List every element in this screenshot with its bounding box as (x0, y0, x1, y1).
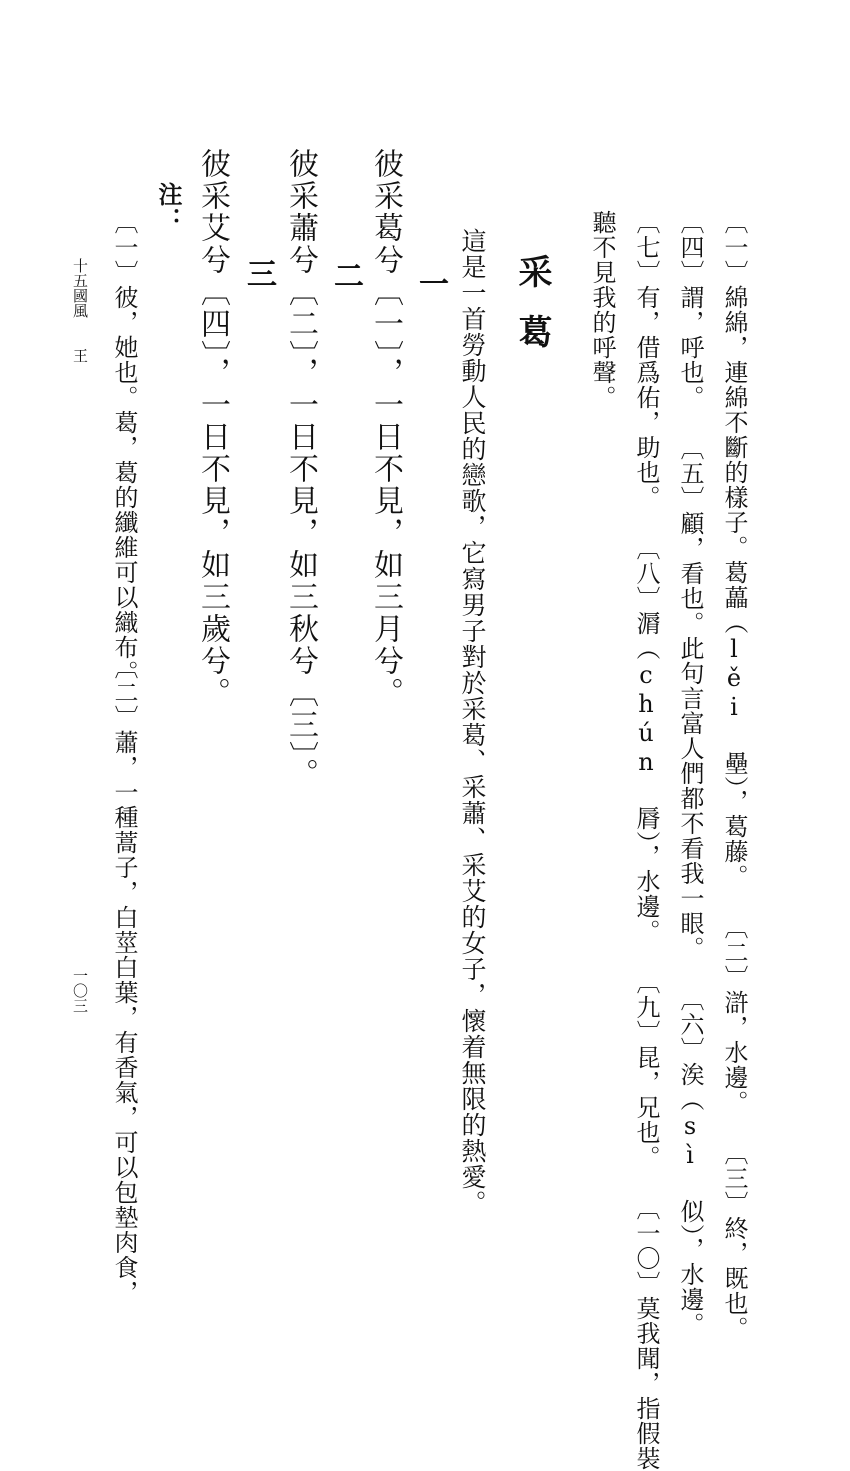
note-line-1 (722, 210, 746, 1341)
note-text: 〔四〕謂，呼也。 (676, 210, 704, 410)
stanza-number-1: 一 (413, 268, 448, 298)
note-text: 〔五〕顧，看也。此句言富人們都不看我一眼。 (676, 436, 704, 961)
stanza-line-3: 彼采艾兮〔四〕，一日不見，如三歲兮。 (195, 148, 230, 709)
note-2: 〔二〕蕭，一種蒿子，白莖白葉，有香氣，可以包墊肉食， (110, 655, 138, 1305)
stanza-number-2: 二 (328, 260, 363, 290)
notes-label: 注： (154, 182, 183, 232)
note-text: 〔一〇〕莫我聞，指假裝 (632, 1196, 660, 1471)
stanza-line-2: 彼采蕭兮〔二〕，一日不見，如三秋兮〔三〕。 (283, 148, 318, 790)
note-line-2 (678, 210, 702, 1337)
section-footer: 十五國風 王 (71, 258, 89, 363)
note-text: 〔二〕滸，水邊。 (720, 915, 748, 1115)
stanza-number-3: 三 (241, 258, 276, 288)
note-text: 〔一〕綿綿，連綿不斷的樣子。葛藟（lěi 壘），葛藤。 (720, 210, 748, 889)
note-1: 〔一〕彼，她也。葛，葛的纖維可以織布。 (110, 210, 138, 685)
note-text: 〔九〕昆，兄也。 (632, 970, 660, 1170)
note-line-3 (634, 210, 658, 1471)
note-text: 〔六〕涘（sì 似），水邊。 (676, 987, 704, 1337)
poem-title: 采葛 (512, 254, 552, 374)
stanza-line-1: 彼采葛兮〔一〕，一日不見，如三月兮。 (368, 148, 403, 709)
page-number: 一〇三 (71, 968, 89, 1013)
note-text: 〔七〕有，借爲佑，助也。 (632, 210, 660, 510)
note-text: 〔八〕漘（chún 脣），水邊。 (632, 536, 660, 944)
poem-intro: 這是一首勞動人民的戀歌，它寫男子對於采葛、采蕭、采艾的女子，懷着無限的熱愛。 (458, 228, 487, 1216)
note-text: 〔三〕終，既也。 (720, 1141, 748, 1341)
note-line-4: 聽不見我的呼聲。 (588, 210, 616, 410)
